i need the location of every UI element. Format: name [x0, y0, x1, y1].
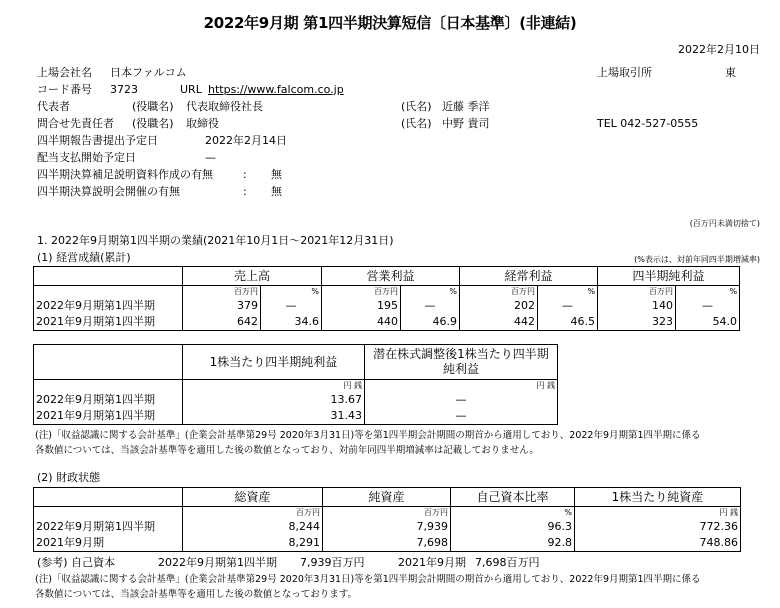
table-row: 2021年9月期第1四半期 31.43 — [34, 408, 558, 425]
supp-material-colon: : [243, 168, 247, 181]
unit-amount: 百万円 [322, 286, 401, 299]
unit-pct: % [538, 286, 598, 299]
col-sales: 売上高 [183, 267, 322, 286]
dividend-date-label: 配当支払開始予定日 [37, 151, 136, 164]
col-eps: 1株当たり四半期純利益 [183, 345, 365, 380]
contact-label: 問合せ先責任者 [37, 117, 114, 130]
financial-subheading: (2) 財政状態 [37, 471, 101, 484]
contact-title: 取締役 [186, 117, 219, 130]
supp-material: 無 [271, 168, 282, 181]
col-diluted-eps: 潜在株式調整後1株当たり四半期 純利益 [365, 345, 558, 380]
table-row: 2022年9月期第1四半期 13.67 — [34, 392, 558, 408]
code: 3723 [110, 83, 138, 96]
note1-line1: (注)「収益認識に関する会計基準」(企業会計基準第29号 2020年3月31日)等を第1四半期会計期間の期首から適用しており、2022年9月期第1四半期に係る [35, 430, 701, 441]
listed-name-label: 上場会社名 [37, 66, 92, 79]
note1-line2: 各数値については、当該会計基準等を適用した後の数値となっており、対前年同四半期増減率は記載しておりません。 [35, 445, 539, 456]
unit-yen: 円 銭 [365, 380, 558, 393]
exchange-label: 上場取引所 [597, 66, 652, 79]
unit-yen: 円 銭 [183, 380, 365, 393]
contact-name-label: (氏名) [401, 117, 432, 130]
col-bps: 1株当たり純資産 [575, 488, 741, 507]
col-total-assets: 総資産 [183, 488, 323, 507]
rep-label: 代表者 [37, 100, 70, 113]
document-title: 2022年9月期 第1四半期決算短信〔日本基準〕(非連結) [203, 14, 577, 32]
exchange: 東 [725, 66, 736, 79]
ref-value2: 7,698百万円 [475, 556, 540, 569]
row-label: 2021年9月期第1四半期 [34, 408, 183, 425]
results-table [33, 266, 740, 331]
row-label: 2022年9月期第1四半期 [34, 392, 183, 408]
unit-pct: % [261, 286, 322, 299]
report-date: 2022年2月14日 [205, 134, 287, 147]
dividend-date: — [205, 151, 216, 164]
row-label: 2022年9月期第1四半期 [34, 519, 183, 535]
note2-line2: 各数値については、当該会計基準等を適用した後の数値となっております。 [35, 589, 358, 600]
eps-table [33, 344, 558, 425]
section1-heading: 1. 2022年9月期第1四半期の業績(2021年10月1日～2021年12月31日) [37, 234, 394, 247]
row-label: 2021年9月期 [34, 535, 183, 552]
results-header-blank [34, 267, 183, 286]
rep-title-label: (役職名) [132, 100, 174, 113]
row-label: 2022年9月期第1四半期 [34, 298, 183, 314]
table-row: 2022年9月期第1四半期 8,244 7,939 96.3 772.36 [34, 519, 741, 535]
contact-title-label: (役職名) [132, 117, 174, 130]
ref-period1: 2022年9月期第1四半期 [158, 556, 277, 569]
contact-name: 中野 貴司 [442, 117, 490, 130]
rep-title: 代表取締役社長 [186, 100, 263, 113]
supp-material-label: 四半期決算補足説明資料作成の有無 [37, 168, 213, 181]
unit-amount: 百万円 [598, 286, 676, 299]
table-row: 2021年9月期 8,291 7,698 92.8 748.86 [34, 535, 741, 552]
listed-name: 日本ファルコム [110, 66, 187, 79]
company-url-link[interactable]: https://www.falcom.co.jp [208, 83, 344, 96]
ref-label: (参考) 自己資本 [37, 556, 116, 569]
code-label: コード番号 [37, 83, 92, 96]
results-subheading: (1) 経営成績(累計) [37, 251, 131, 264]
col-net-income: 四半期純利益 [598, 267, 740, 286]
col-ordinary-income: 経常利益 [460, 267, 598, 286]
col-operating-income: 営業利益 [322, 267, 460, 286]
rep-name-label: (氏名) [401, 100, 432, 113]
rounding-note: (百万円未満切捨て) [689, 219, 760, 228]
briefing-colon: : [243, 185, 247, 198]
release-date: 2022年2月10日 [678, 43, 760, 56]
unit-amount: 百万円 [183, 286, 261, 299]
ref-value1: 7,939百万円 [300, 556, 365, 569]
col-equity-ratio: 自己資本比率 [451, 488, 575, 507]
unit-pct: % [676, 286, 740, 299]
unit-pct: % [401, 286, 460, 299]
briefing-label: 四半期決算説明会開催の有無 [37, 185, 180, 198]
report-date-label: 四半期報告書提出予定日 [37, 134, 158, 147]
pct-note: (%表示は、対前年同四半期増減率) [634, 255, 760, 264]
row-label: 2021年9月期第1四半期 [34, 314, 183, 331]
financial-table: 総資産 純資産 自己資本比率 1株当たり純資産 百万円 百万円 % 円 銭 2022年9月期第1四半期 8,244 7,939 96.3 772.36 2021年9月期 8,291 7,698 92.8 748.86 [33, 487, 741, 552]
briefing: 無 [271, 185, 282, 198]
table-row: 2021年9月期第1四半期 642 34.6 440 46.9 442 46.5 323 54.0 [34, 314, 740, 331]
tel: TEL 042-527-0555 [597, 117, 699, 130]
note2-line1: (注)「収益認識に関する会計基準」(企業会計基準第29号 2020年3月31日)等を第1四半期会計期間の期首から適用しており、2022年9月期第1四半期に係る [35, 574, 701, 585]
col-net-assets: 純資産 [323, 488, 451, 507]
table-row: 2022年9月期第1四半期 379 — 195 — 202 — 140 — [34, 298, 740, 314]
ref-period2: 2021年9月期 [398, 556, 466, 569]
unit-amount: 百万円 [460, 286, 538, 299]
rep-name: 近藤 季洋 [442, 100, 490, 113]
url-label: URL [180, 83, 202, 96]
